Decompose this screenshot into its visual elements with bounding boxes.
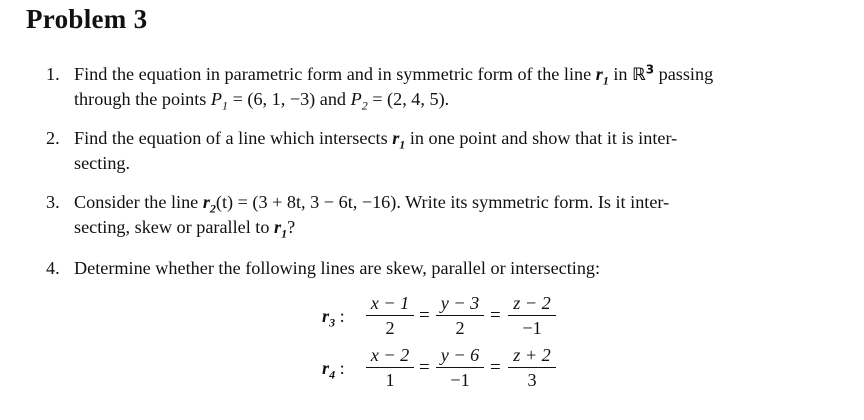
fraction-x: x − 1 2: [366, 292, 414, 339]
equation-r3: [322, 292, 562, 344]
item-number: 3.: [46, 192, 60, 212]
item-3-line-1: Consider the line $r_2(t) = (3 + 8t$, 3 − 6t, −16). Write its symmetric form. Is it inter-: [74, 192, 670, 216]
point-p2: $P_2$: [350, 89, 368, 113]
equals-sign: =: [490, 305, 501, 326]
item-4-line-1: Determine whether the following lines are skew, parallel or intersecting:: [74, 258, 601, 278]
item-number: 2.: [46, 128, 60, 148]
fraction-x: x − 2 1: [366, 344, 414, 391]
item-1-line-1: Find the equation in parametric form and in symmetric form of the line $r_1$ in ℝ$^3$ passing: [74, 62, 714, 88]
problem-heading: Problem 3: [26, 4, 148, 34]
line-symbol-r2: $r_2$: [202, 192, 216, 216]
item-2-line-1: Find the equation of a line which intersects $r_1$ in one point and show that it is inter-: [74, 128, 678, 152]
real-space-symbol: ℝ$^3$: [632, 62, 655, 85]
equation-r4: [322, 344, 562, 396]
item-2-line-2: secting.: [74, 153, 131, 173]
point-p1: $P_1$: [210, 89, 229, 113]
line-symbol-r1: $r_1$: [392, 128, 406, 152]
item-3-line-2: secting, skew or parallel to $r_1$?: [74, 217, 296, 241]
fraction-y: y − 3 2: [436, 292, 484, 339]
item-number: 1.: [46, 64, 60, 84]
fraction-y: y − 6 −1: [436, 344, 484, 391]
line-symbol-r1: $r_1$: [595, 64, 609, 88]
item-1-line-2: through the points $P_1 = (6$, 1, −3) and $P_2 = (2$, 4, 5).: [74, 89, 450, 113]
equals-sign: =: [419, 357, 430, 378]
line-symbol-r1: $r_1$: [274, 217, 288, 241]
fraction-z: z − 2 −1: [508, 292, 556, 339]
item-number: 4.: [46, 258, 60, 278]
fraction-z: z + 2 3: [508, 344, 556, 391]
line-label-r4: $r_4$ :: [322, 358, 345, 382]
equals-sign: =: [490, 357, 501, 378]
equals-sign: =: [419, 305, 430, 326]
line-label-r3: $r_3$ :: [322, 306, 345, 330]
